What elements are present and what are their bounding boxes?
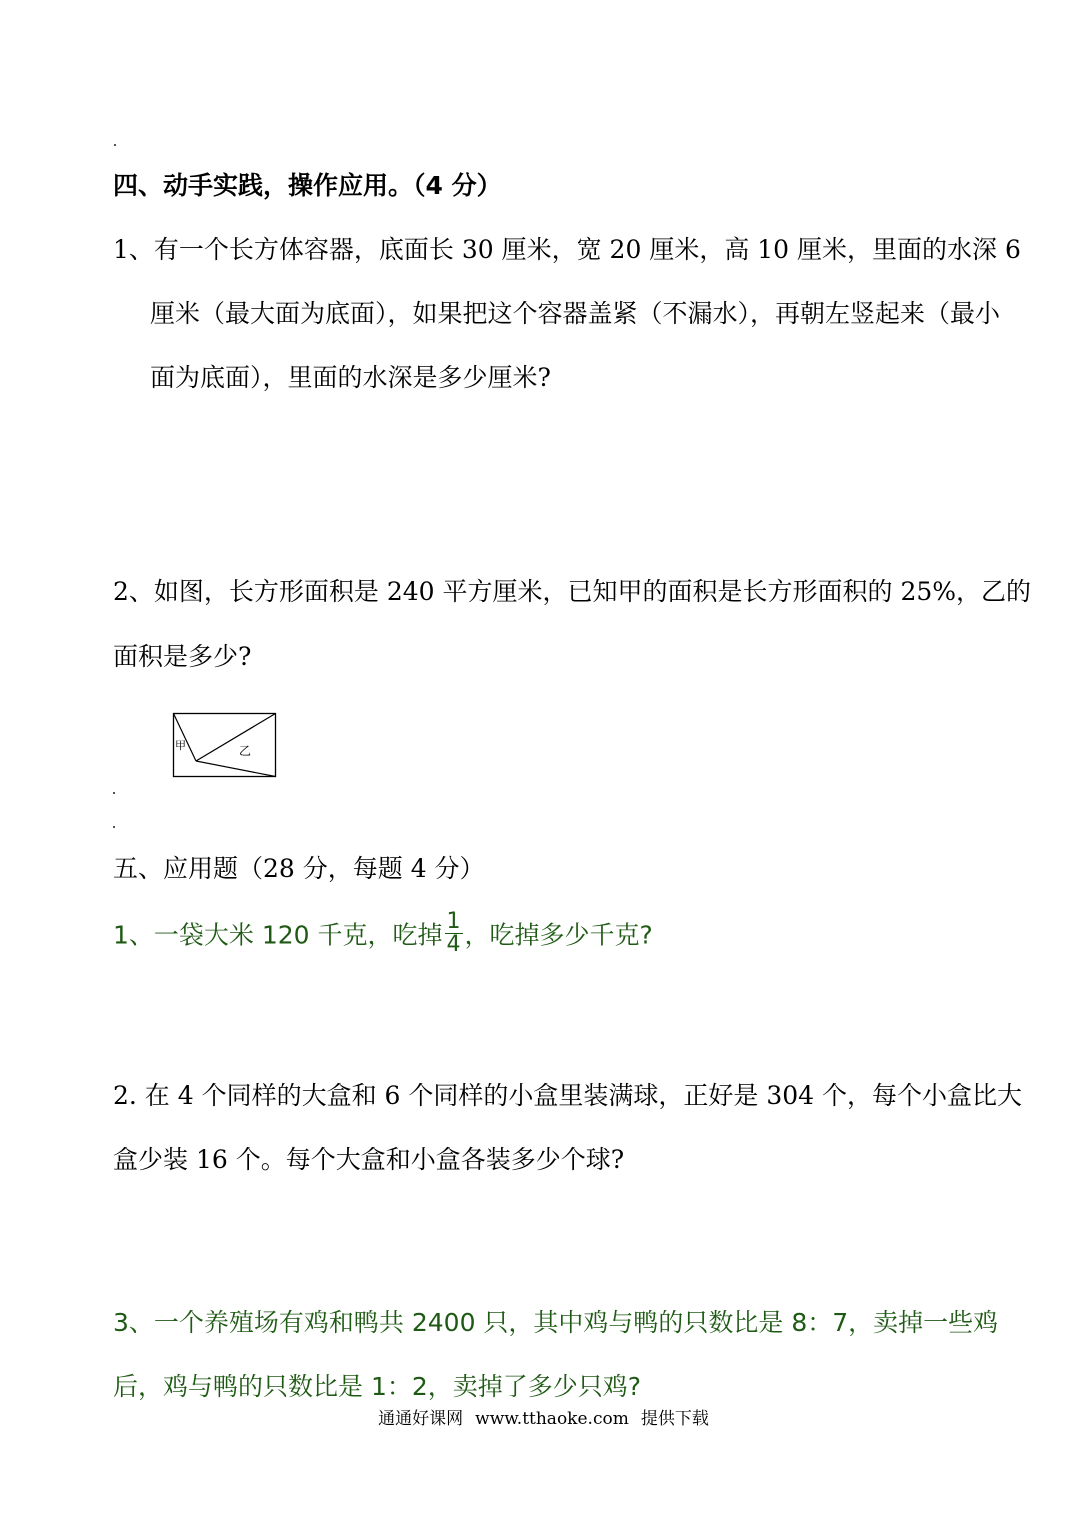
section-5-title: 五、应用题（28 分，每题 4 分） [113,854,485,883]
s5-q1 [113,909,653,959]
s5-q1-after: ，吃掉多少千克? [464,920,653,950]
s5-q3-line-1: 3、一个养殖场有鸡和鸭共 2400 只，其中鸡与鸭的只数比是 8：7，卖掉一些鸡 [113,1308,999,1337]
s5-q2-line-2: 盒少装 16 个。每个大盒和小盒各装多少个球? [113,1145,625,1174]
fraction-numerator: 1 [446,909,461,934]
s4-q1-line-2: 厘米（最大面为底面），如果把这个容器盖紧（不漏水），再朝左竖起来（最小 [150,299,1001,328]
s5-q1-before: 1、一袋大米 120 千克，吃掉 [113,920,443,950]
rectangle-diagram [172,712,278,780]
fraction-denominator: 4 [446,932,461,957]
stray-mark [114,144,116,146]
line-top-left-to-point [174,714,197,762]
label-jia: 甲 [175,739,186,752]
page-footer [0,1408,1087,1430]
footer-site-name: 通通好课网 [378,1409,464,1429]
stray-mark [113,826,115,828]
s4-q1-line-3: 面为底面），里面的水深是多少厘米? [150,363,551,392]
footer-url[interactable]: www.tthaoke.com [475,1409,629,1429]
s5-q2-line-1: 2. 在 4 个同样的大盒和 6 个同样的小盒里装满球，正好是 304 个，每个小盒比大 [113,1081,1023,1110]
label-yi: 乙 [239,744,252,758]
s4-q2-line-2: 面积是多少? [113,642,252,671]
footer-suffix: 提供下载 [640,1409,709,1429]
s4-q1-line-1: 1、有一个长方体容器，底面长 30 厘米，宽 20 厘米，高 10 厘米，里面的水深 6 [113,235,1021,264]
s4-q2-line-1: 2、如图，长方形面积是 240 平方厘米，已知甲的面积是长方形面积的 25%，乙的 [113,577,1032,606]
fraction-one-quarter [445,911,463,956]
section-4-title: 四、动手实践，操作应用。（4 分） [113,171,502,200]
line-bottom-right-to-point [196,761,276,777]
line-top-right-to-point [196,714,276,762]
s5-q3-line-2: 后，鸡与鸭的只数比是 1：2，卖掉了多少只鸡? [113,1372,642,1401]
stray-mark [113,792,115,794]
